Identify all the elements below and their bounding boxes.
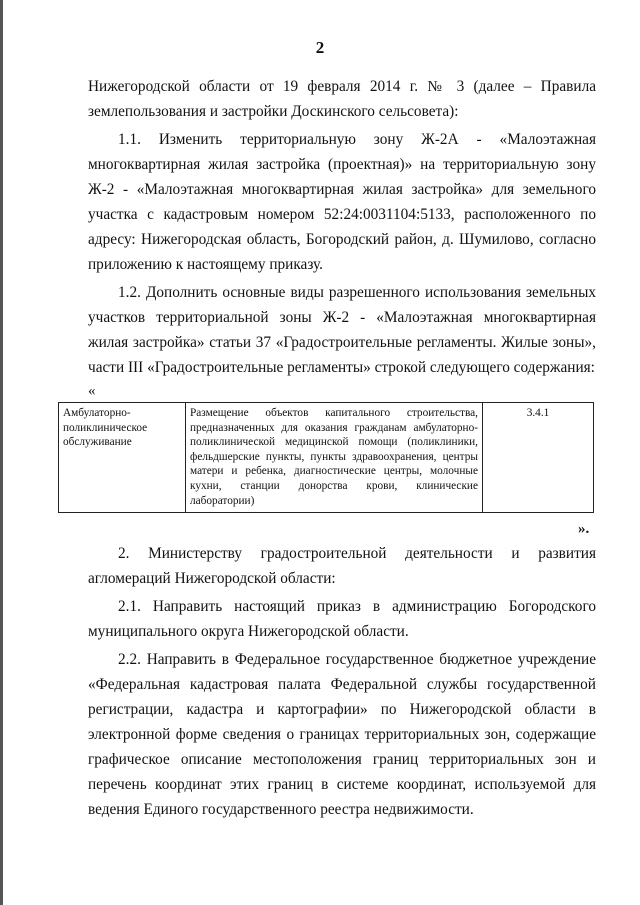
paragraph-rules-reference: Нижегородской области от 19 февраля 2014 г. № 3 (далее – Правила землепользования и застройки Доскинского сельсовета): xyxy=(88,78,596,120)
page-number: 2 xyxy=(315,38,325,57)
paragraph-1-1: 1.1. Изменить территориальную зону Ж-2А - «Малоэтажная многоквартирная жилая застройка (проектная)» на территориальную зону Ж-2 - «Малоэтажная многоквартирная жилая застройка» для земельного участка с кадастровым номером 52:24:0031104:5133, расположенного по адресу: Нижегородская область, Богородский район, д. Шумилово, согласно приложению к настоящему приказу. xyxy=(88,131,596,273)
quote-open-mark: « xyxy=(88,383,96,399)
document-body-bottom xyxy=(88,541,596,822)
paragraph-1-2: 1.2. Дополнить основные виды разрешенного использования земельных участков территориальной зоны Ж-2 - «Малоэтажная многоквартирная жилая застройка» статьи 37 «Градостроительные регламенты. Жилые зоны», части III «Градостроительные регламенты» строкой следующего содержания: xyxy=(88,284,596,376)
scan-left-edge xyxy=(0,0,3,905)
use-type-code-cell: 3.4.1 xyxy=(483,403,594,513)
document-body-top xyxy=(88,74,596,380)
table-row xyxy=(59,403,594,513)
paragraph-2: 2. Министерству градостроительной деятельности и развития агломераций Нижегородской области: xyxy=(88,545,596,587)
use-type-description-cell: Размещение объектов капитального строительства, предназначенных для оказания гражданам амбулаторно-поликлинической медицинской помощи (поликлиники, фельдшерские пункты, пункты здравоохранения, центры матери и ребенка, диагностические центры, молочные кухни, станции донорства крови, клинические лаборатории) xyxy=(186,403,483,513)
quote-close-mark: ». xyxy=(578,521,590,537)
paragraph-2-2: 2.2. Направить в Федеральное государственное бюджетное учреждение «Федеральная кадастровая палата Федеральной службы государственной регистрации, кадастра и картографии» по Нижегородской области в электронной форме сведения о границах территориальных зон, содержащие графическое описание местоположения границ территориальных зон и перечень координат этих границ в системе координат, используемой для ведения Единого государственного реестра недвижимости. xyxy=(88,651,596,818)
paragraph-2-1: 2.1. Направить настоящий приказ в администрацию Богородского муниципального округа Нижегородской области. xyxy=(88,598,596,640)
use-type-name-cell: Амбулаторно-поликлиническое обслуживание xyxy=(59,403,186,513)
land-use-table xyxy=(58,402,594,513)
